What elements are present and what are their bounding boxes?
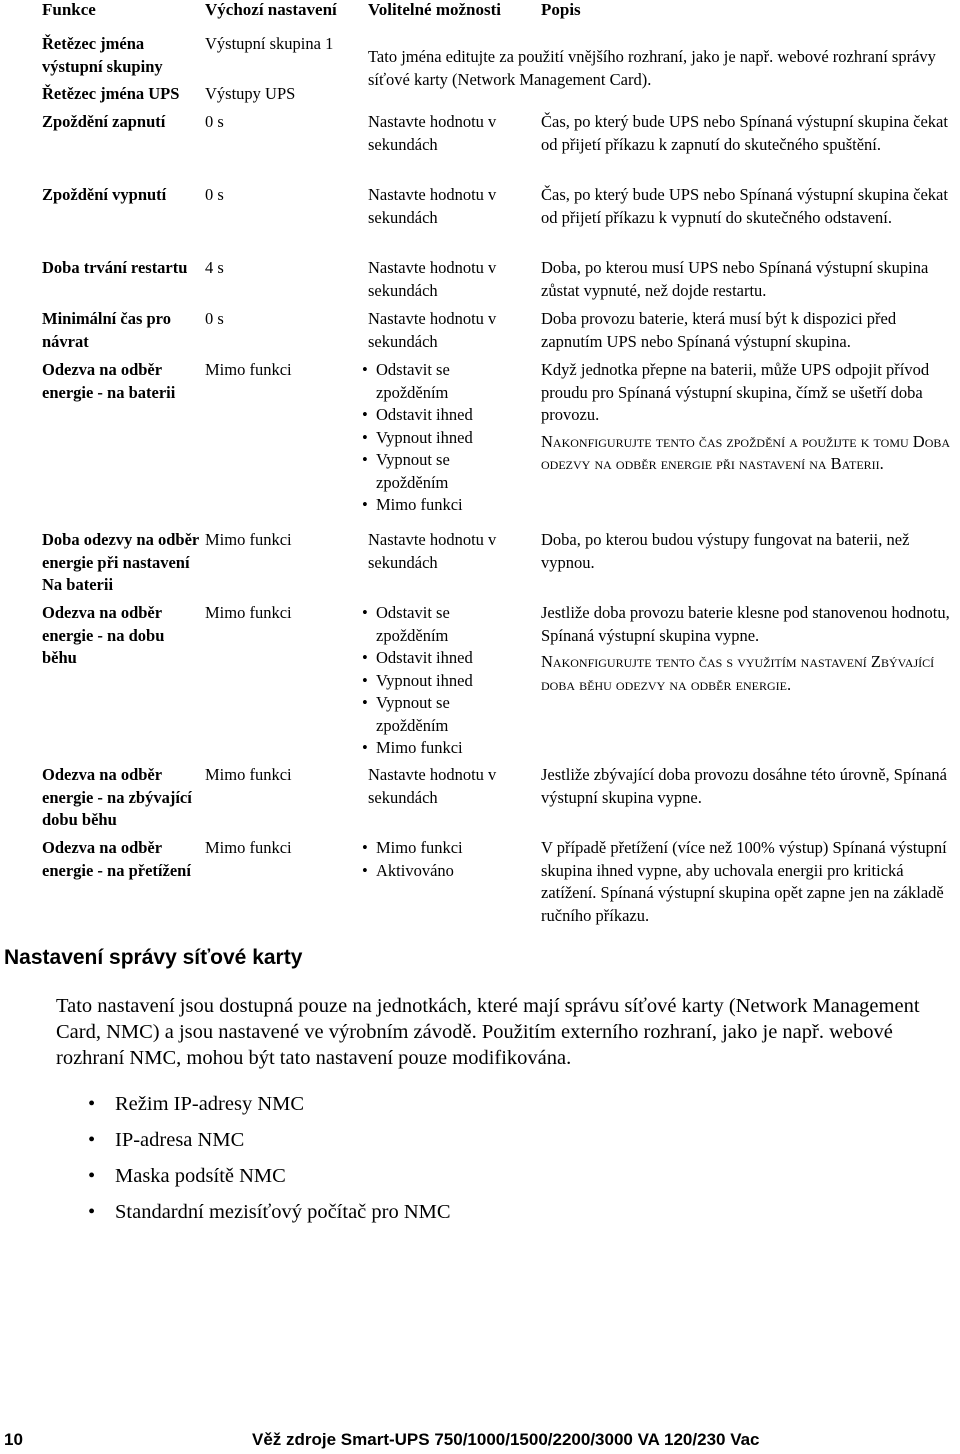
- table-row-desc: [541, 764, 953, 813]
- table-row-default: Mimo funkci: [205, 530, 292, 549]
- desc-paragraph: Čas, po který bude UPS nebo Spínaná výstupní skupina čekat od přijetí příkazu k zapnutí do skutečného spuštění.: [541, 112, 948, 154]
- option-item: • Odstavit se zpožděním: [362, 359, 522, 404]
- table-row-options: [368, 184, 518, 229]
- table-row-default: Mimo funkci: [205, 765, 292, 784]
- option-item: • Vypnout ihned: [362, 670, 522, 693]
- option-item: Nastavte hodnotu v sekundách: [368, 530, 497, 572]
- nmc-settings-list: [88, 1091, 451, 1235]
- section-body: Tato nastavení jsou dostupná pouze na jednotkách, které mají správu síťové karty (Network Management Card, NMC) a jsou nastavené ve výrobním závodě. Použitím externího rozhraní, jako je např. webové rozhraní NMC, mohou být tato nastavení pouze modifikována.: [56, 995, 920, 1069]
- option-item: • Mimo funkci: [362, 837, 522, 860]
- page-number: 10: [4, 1430, 23, 1449]
- option-item: • Vypnout se zpožděním: [362, 449, 522, 494]
- option-item: Nastavte hodnotu v sekundách: [368, 309, 497, 351]
- table-row-default: 4 s: [205, 258, 224, 277]
- desc-paragraph: Doba, po kterou musí UPS nebo Spínaná výstupní skupina zůstat vypnuté, než dojde restartu.: [541, 258, 929, 300]
- table-row-default: Výstupní skupina 1: [205, 34, 334, 53]
- desc-paragraph: Jestliže doba provozu baterie klesne pod stanovenou hodnotu, Spínaná výstupní skupina vypne.: [541, 603, 950, 645]
- option-item: • Mimo funkci: [362, 494, 522, 517]
- table-row-options: [362, 359, 522, 517]
- table-row-default: Mimo funkci: [205, 838, 292, 857]
- list-item: • Maska podsítě NMC: [88, 1163, 451, 1199]
- desc-paragraph: V případě přetížení (více než 100% výstup) Spínaná výstupní skupina ihned vypne, aby uchovala energii pro kritická zatížení. Spínaná výstupní skupina opět zapne jen na základě ručního příkazu.: [541, 838, 947, 925]
- option-item: Nastavte hodnotu v sekundách: [368, 765, 497, 807]
- col-header-funkce: Funkce: [42, 0, 96, 19]
- table-row-func: Zpoždění zapnutí: [42, 112, 166, 131]
- table-row-options: [362, 602, 522, 760]
- desc-paragraph: Nakonfigurujte tento čas zpoždění a použijte k tomu Doba odezvy na odběr energie při nastavení na Baterii.: [541, 431, 951, 473]
- table-row-options: [362, 837, 522, 882]
- table-row-func: Odezva na odběr energie - na zbývající dobu běhu: [42, 765, 192, 829]
- table-row-func: Doba trvání restartu: [42, 258, 188, 277]
- option-item: • Aktivováno: [362, 860, 522, 883]
- table-row-options: [368, 764, 518, 809]
- desc-paragraph: Jestliže zbývající doba provozu dosáhne této úrovně, Spínaná výstupní skupina vypne.: [541, 765, 947, 807]
- desc-paragraph: Nakonfigurujte tento čas s využitím nastavení Zbývající doba běhu odezvy na odběr energie.: [541, 652, 935, 694]
- option-item: • Mimo funkci: [362, 737, 522, 760]
- option-item: Nastavte hodnotu v sekundách: [368, 185, 497, 227]
- option-item: Nastavte hodnotu v sekundách: [368, 258, 497, 300]
- table-row-desc: [541, 837, 953, 931]
- section-title: Nastavení správy síťové karty: [4, 946, 303, 969]
- col-header-popis: Popis: [541, 0, 581, 19]
- col-header-default: Výchozí nastavení: [205, 0, 337, 19]
- table-row-desc: [541, 359, 953, 480]
- table-row-desc: [541, 308, 953, 357]
- table-row-desc: [541, 529, 953, 578]
- table-row-options: [368, 529, 518, 574]
- desc-paragraph: Doba provozu baterie, která musí být k dispozici před zapnutím UPS nebo Spínaná výstupní skupina.: [541, 309, 897, 351]
- desc-paragraph: Doba, po kterou budou výstupy fungovat na baterii, než vypnou.: [541, 530, 910, 572]
- option-item: • Vypnout se zpožděním: [362, 692, 522, 737]
- list-item: • Režim IP-adresy NMC: [88, 1091, 451, 1127]
- option-item: • Odstavit se zpožděním: [362, 602, 522, 647]
- table-row-func: Řetězec jména výstupní skupiny: [42, 34, 163, 76]
- table-row-func: Odezva na odběr energie - na dobu běhu: [42, 603, 165, 667]
- footer-title: Věž zdroje Smart-UPS 750/1000/1500/2200/3000 VA 120/230 Vac: [252, 1430, 760, 1449]
- table-row-func: Doba odezvy na odběr energie při nastavení Na baterii: [42, 530, 199, 594]
- table-row-default: 0 s: [205, 112, 224, 131]
- table-row-options: [368, 111, 518, 156]
- option-item: Nastavte hodnotu v sekundách: [368, 112, 497, 154]
- table-row-default: Mimo funkci: [205, 360, 292, 379]
- table-row-desc: [541, 257, 953, 306]
- col-header-options: Volitelné možnosti: [368, 0, 502, 19]
- table-row-func: Odezva na odběr energie - na baterii: [42, 360, 176, 402]
- table-row-desc: [541, 602, 953, 700]
- desc-paragraph: Když jednotka přepne na baterii, může UPS odpojit přívod proudu pro Spínaná výstupní skupina, čímž se ušetří doba provozu.: [541, 360, 930, 424]
- option-item: • Vypnout ihned: [362, 427, 522, 450]
- list-item: • IP-adresa NMC: [88, 1127, 451, 1163]
- table-shared-note: Tato jména editujte za použití vnějšího rozhraní, jako je např. webové rozhraní správy síťové karty (Network Management Card).: [368, 47, 936, 89]
- table-row-default: Mimo funkci: [205, 603, 292, 622]
- table-row-default: 0 s: [205, 309, 224, 328]
- table-row-desc: [541, 111, 953, 160]
- list-item: • Standardní mezisíťový počítač pro NMC: [88, 1199, 451, 1235]
- table-row-default: Výstupy UPS: [205, 84, 296, 103]
- option-item: • Odstavit ihned: [362, 647, 522, 670]
- table-row-func: Řetězec jména UPS: [42, 84, 180, 103]
- desc-paragraph: Čas, po který bude UPS nebo Spínaná výstupní skupina čekat od přijetí příkazu k vypnutí do skutečného odstavení.: [541, 185, 948, 227]
- table-row-desc: [541, 184, 953, 233]
- table-row-options: [368, 308, 518, 353]
- table-row-func: Zpoždění vypnutí: [42, 185, 167, 204]
- table-row-options: [368, 257, 518, 302]
- table-row-func: Minimální čas pro návrat: [42, 309, 171, 351]
- table-row-func: Odezva na odběr energie - na přetížení: [42, 838, 191, 880]
- option-item: • Odstavit ihned: [362, 404, 522, 427]
- table-row-default: 0 s: [205, 185, 224, 204]
